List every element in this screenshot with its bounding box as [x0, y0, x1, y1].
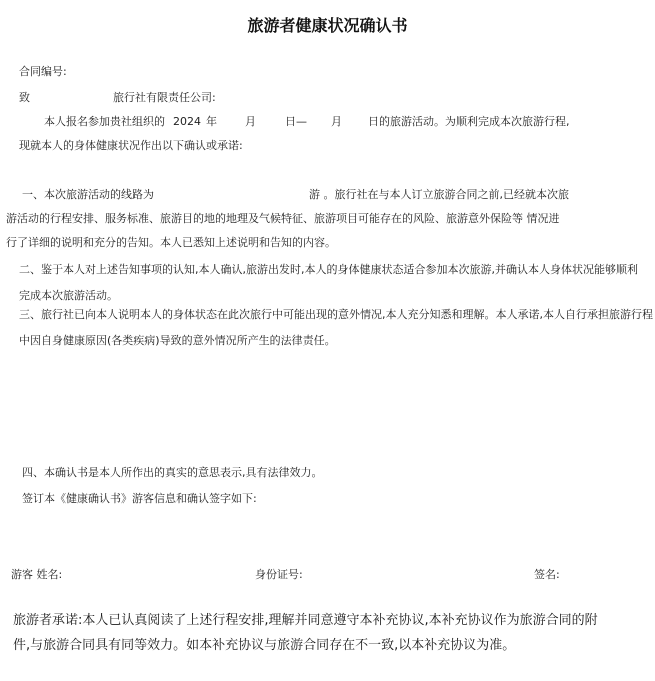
signature-label: 签名:: [534, 568, 560, 581]
contract-number-label: 合同编号:: [19, 65, 67, 78]
travel-year: 2024: [173, 115, 201, 128]
clause-1-continued: 游 。旅行社在与本人订立旅游合同之前,已经就本次旅: [309, 188, 569, 201]
tourist-promise-line-1: 旅游者承诺:本人已认真阅读了上述行程安排,理解并同意遵守本补充协议,本补充协议作为旅游合同的附: [13, 613, 598, 628]
intro-text-start: 本人报名参加贵社组织的: [44, 115, 165, 128]
agency-name-suffix: 旅行社有限责任公司:: [113, 91, 216, 104]
clause-3-line-2: 中因自身健康原因(各类疾病)导致的意外情况所产生的法律责任。: [19, 334, 336, 347]
clause-1-line-3: 行了详细的说明和充分的告知。本人已悉知上述说明和告知的内容。: [6, 236, 336, 249]
clause-3-line-1: 三、旅行社已向本人说明本人的身体状态在此次旅行中可能出现的意外情况,本人充分知悉和理解。本人承诺,本人自行承担旅游行程: [19, 308, 653, 321]
document-title: 旅游者健康状况确认书: [247, 16, 408, 35]
start-day-unit: 日—: [285, 115, 307, 128]
id-number-label: 身份证号:: [255, 568, 303, 581]
clause-1-line-2: 游活动的行程安排、服务标准、旅游目的地的地理及气候特征、旅游项目可能存在的风险、旅游意外保险等 情况进: [6, 212, 560, 225]
end-month-unit: 月: [331, 115, 342, 128]
tourist-promise-line-2: 件,与旅游合同具有同等效力。如本补充协议与旅游合同存在不一致,以本补充协议为准。: [13, 638, 516, 653]
addressee-prefix: 致: [19, 91, 30, 104]
tourist-name-label: 游客 姓名:: [11, 568, 63, 581]
clause-2-line-2: 完成本次旅游活动。: [19, 289, 118, 302]
signature-intro: 签订本《健康确认书》游客信息和确认签字如下:: [22, 492, 257, 505]
intro-declaration: 现就本人的身体健康状况作出以下确认或承诺:: [19, 139, 243, 152]
clause-4: 四、本确认书是本人所作出的真实的意思表示,具有法律效力。: [22, 466, 323, 479]
clause-1-start: 一、本次旅游活动的线路为: [22, 188, 154, 201]
intro-text-end: 日的旅游活动。为顺利完成本次旅游行程,: [368, 115, 570, 128]
year-unit: 年: [206, 115, 217, 128]
start-month-unit: 月: [245, 115, 256, 128]
clause-2-line-1: 二、鉴于本人对上述告知事项的认知,本人确认,旅游出发时,本人的身体健康状态适合参加本次旅游,并确认本人身体状况能够顺利: [19, 263, 638, 276]
